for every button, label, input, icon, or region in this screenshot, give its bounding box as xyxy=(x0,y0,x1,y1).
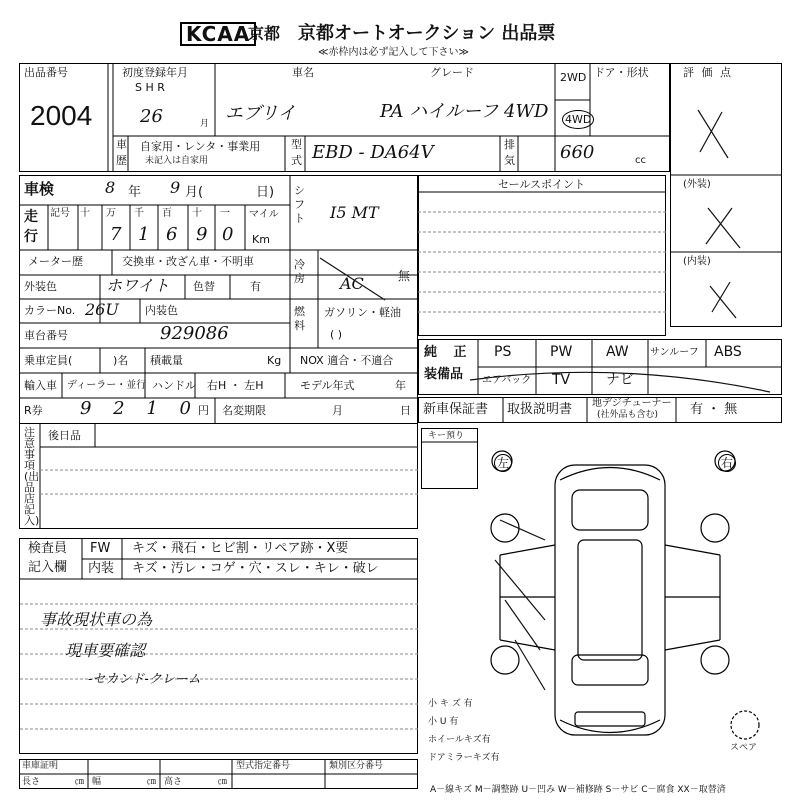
kg-label: Kg xyxy=(267,354,282,367)
model-label-a: 型 xyxy=(291,138,302,151)
mileage-digit: 0 xyxy=(222,224,234,245)
car-grade: PA ハイルーフ 4WD xyxy=(380,101,549,122)
mileage-label-a: 走 xyxy=(24,209,38,225)
car-diagram xyxy=(491,451,759,739)
after-day-label: 後日品 xyxy=(48,429,81,442)
shift-value: I5 MT xyxy=(330,203,379,222)
meter-history-options: 交換車・改ざん車・不明車 xyxy=(122,255,254,268)
chassis-label: 車台番号 xyxy=(24,329,68,342)
usage-label-b: 歴 xyxy=(116,154,127,167)
drive-4wd: 4WD xyxy=(562,110,594,129)
equipment-item: ナビ xyxy=(606,372,634,388)
color-no-label: カラーNo. xyxy=(24,304,76,317)
legend-bottom: A－線キズ M－調整跡 U－凹み W－補修跡 S－サビ C－腐食 XX－取替済 xyxy=(430,785,726,795)
inspection-year: 8 xyxy=(105,178,116,197)
nox-label: NOX 適合・不適合 xyxy=(300,354,394,367)
int-items: キズ・汚レ・コゲ・穴・スレ・キレ・破レ xyxy=(132,561,379,576)
handle-options: 右H ・ 左H xyxy=(207,379,264,392)
inspector-label-b: 記入欄 xyxy=(28,560,68,575)
logo-city: 京都 xyxy=(248,24,281,43)
footer-cm-1: ㎝ xyxy=(75,777,85,787)
day-label: 日 xyxy=(400,404,411,417)
inspection-year-label: 年 xyxy=(128,185,142,200)
legend-item: 小 キ ズ 有 xyxy=(428,699,473,709)
warranty-label: 新車保証書 xyxy=(423,402,489,417)
footer-cm-2: ㎝ xyxy=(147,777,157,787)
form-title: 京都オートオークション 出品票 xyxy=(298,23,556,44)
lot-label: 出品番号 xyxy=(24,66,68,79)
reg-era: S H R xyxy=(135,81,165,94)
yen-label: 円 xyxy=(198,404,209,417)
equipment-item: サンルーフ xyxy=(650,347,699,358)
footer-height: 高さ xyxy=(164,777,183,787)
mileage-unit: 一 xyxy=(220,208,230,219)
mileage-unit: 万 xyxy=(106,208,116,219)
footer-width: 幅 xyxy=(92,777,102,787)
legend-item: ドアミラーキズ有 xyxy=(428,753,500,763)
car-name: エブリイ xyxy=(225,103,296,124)
legend-item: ホイールキズ有 xyxy=(428,735,491,745)
model-year-label: モデル年式 xyxy=(300,379,355,392)
capacity-unit: )名 xyxy=(113,354,129,367)
equipment-item: PS xyxy=(494,344,512,360)
handwritten-marks xyxy=(320,110,770,690)
remark-2: 現車要確認 xyxy=(65,641,146,660)
int-color-label: 内装色 xyxy=(145,304,178,317)
lot-number: 2004 xyxy=(30,100,93,131)
footer-cm-3: ㎝ xyxy=(218,777,228,787)
remark-1: 事故現状車の為 xyxy=(40,610,153,629)
ext-color-label: 外装色 xyxy=(24,280,57,293)
equipment-item: エアバック xyxy=(482,375,532,386)
sales-points-label: セールスポイント xyxy=(498,178,586,191)
color-no-value: 26U xyxy=(85,300,119,319)
digital-tuner-note: (社外品も含む) xyxy=(597,410,659,420)
ext-color-value: ホワイト xyxy=(106,276,170,295)
reg-month-label: 月 xyxy=(200,119,210,129)
footer-type-no: 型式指定番号 xyxy=(236,761,291,771)
mileage-unit: 十 xyxy=(192,208,202,219)
inspector-label-a: 検査員 xyxy=(28,541,68,556)
aircon-label: 冷房 xyxy=(294,258,305,285)
remark-3: -セカンド-クレーム xyxy=(88,672,201,687)
drive-2wd: 2WD xyxy=(560,71,587,84)
mileage-unit: 百 xyxy=(162,208,172,219)
name-change-label: 名変期限 xyxy=(222,404,266,417)
model-value: EBD - DA64V xyxy=(312,142,434,163)
meter-history-label: メーター歴 xyxy=(28,255,83,268)
legend-item: 小 U 有 xyxy=(428,717,459,727)
dealer-label: ディーラー・並行 xyxy=(67,380,147,391)
cc-label: cc xyxy=(635,155,646,166)
mileage-digit: 7 xyxy=(110,224,122,245)
footer-length: 長さ xyxy=(22,777,41,787)
equipment-label-a: 純 正 xyxy=(424,345,473,360)
footer-reg-date: 車庫証明 xyxy=(22,761,59,771)
fw-label: FW xyxy=(90,541,111,556)
score-exterior-label: (外装) xyxy=(683,179,711,190)
inspection-month: 9 xyxy=(170,178,181,197)
month-label: 月 xyxy=(332,404,343,417)
fuel-paren: ( ) xyxy=(330,328,343,341)
kcaa-logo: KCAA xyxy=(180,22,256,46)
reg-year: 26 xyxy=(140,106,163,127)
footer-class-no: 類別区分番号 xyxy=(329,761,384,771)
door-label: ドア・形状 xyxy=(594,66,649,79)
score-label: 評 価 点 xyxy=(683,66,733,79)
mileage-unit: 記号 xyxy=(50,208,70,219)
notes-label: 注意事項(出品店記入) xyxy=(24,426,40,527)
car-name-label: 車名 xyxy=(292,66,314,79)
grade-label: グレード xyxy=(430,66,474,79)
displacement: 660 xyxy=(560,142,595,163)
equipment-item: PW xyxy=(550,344,573,360)
mileage-digit: 9 xyxy=(196,224,208,245)
usage-label-a: 車 xyxy=(116,138,127,151)
model-year-suffix: 年 xyxy=(395,379,406,392)
equipment-item: AW xyxy=(606,344,629,360)
diagram-right: 右 xyxy=(718,454,736,472)
aircon-value: AC xyxy=(340,274,364,293)
spare-label: スペア xyxy=(730,743,758,753)
diagram-left: 左 xyxy=(494,454,512,472)
inspection-month-label: 月( xyxy=(185,185,204,200)
color-change-label: 色替 xyxy=(193,280,215,293)
handle-label: ハンドル xyxy=(152,379,196,392)
score-interior-label: (内装) xyxy=(683,256,711,267)
mileage-digit: 6 xyxy=(166,224,178,245)
manual-label: 取扱説明書 xyxy=(507,402,573,417)
digital-tuner-label: 地デジチューナー xyxy=(592,398,672,409)
inspection-label: 車検 xyxy=(24,180,55,198)
shift-label: シフト xyxy=(294,184,305,225)
equipment-label-b: 装備品 xyxy=(424,367,464,382)
chassis-number: 929086 xyxy=(160,323,229,344)
inspection-day-label: 日) xyxy=(256,185,275,200)
recycle-value: 9 2 1 0 xyxy=(80,398,199,419)
recycle-label: R券 xyxy=(24,404,43,417)
aircon-none: 無 xyxy=(398,269,411,283)
key-label: キー預り xyxy=(428,431,465,441)
capacity-label: 乗車定員( xyxy=(24,354,73,367)
equipment-item: ABS xyxy=(714,344,742,360)
reg-label: 初度登録年月 xyxy=(122,66,188,79)
digital-yes-no: 有 ・ 無 xyxy=(690,402,738,417)
mileage-unit: 千 xyxy=(134,208,144,219)
mileage-digit: 1 xyxy=(138,224,150,245)
form-subtitle: ≪赤枠内は必ず記入して下さい≫ xyxy=(318,47,469,58)
load-label: 積載量 xyxy=(150,354,183,367)
fw-items: キズ・飛石・ヒビ割・リペア跡・X要 xyxy=(132,541,349,556)
fuel-label: 燃料 xyxy=(294,305,305,332)
mileage-label-b: 行 xyxy=(24,229,38,245)
mileage-unit: 十 xyxy=(80,208,90,219)
equipment-item: TV xyxy=(552,372,571,388)
int-label: 内装 xyxy=(88,561,115,576)
mile-label: マイル xyxy=(249,209,279,220)
color-change-value: 有 xyxy=(250,280,261,293)
km-label: Km xyxy=(252,233,270,246)
fuel-options: ガソリン・軽油 xyxy=(324,306,401,319)
model-label-b: 式 xyxy=(291,154,302,167)
usage-options: 自家用・レンタ・事業用 xyxy=(140,140,261,153)
import-label: 輸入車 xyxy=(24,379,57,392)
disp-label-b: 気 xyxy=(504,154,515,167)
disp-label-a: 排 xyxy=(504,138,515,151)
usage-note: 未記入は自家用 xyxy=(145,156,209,166)
